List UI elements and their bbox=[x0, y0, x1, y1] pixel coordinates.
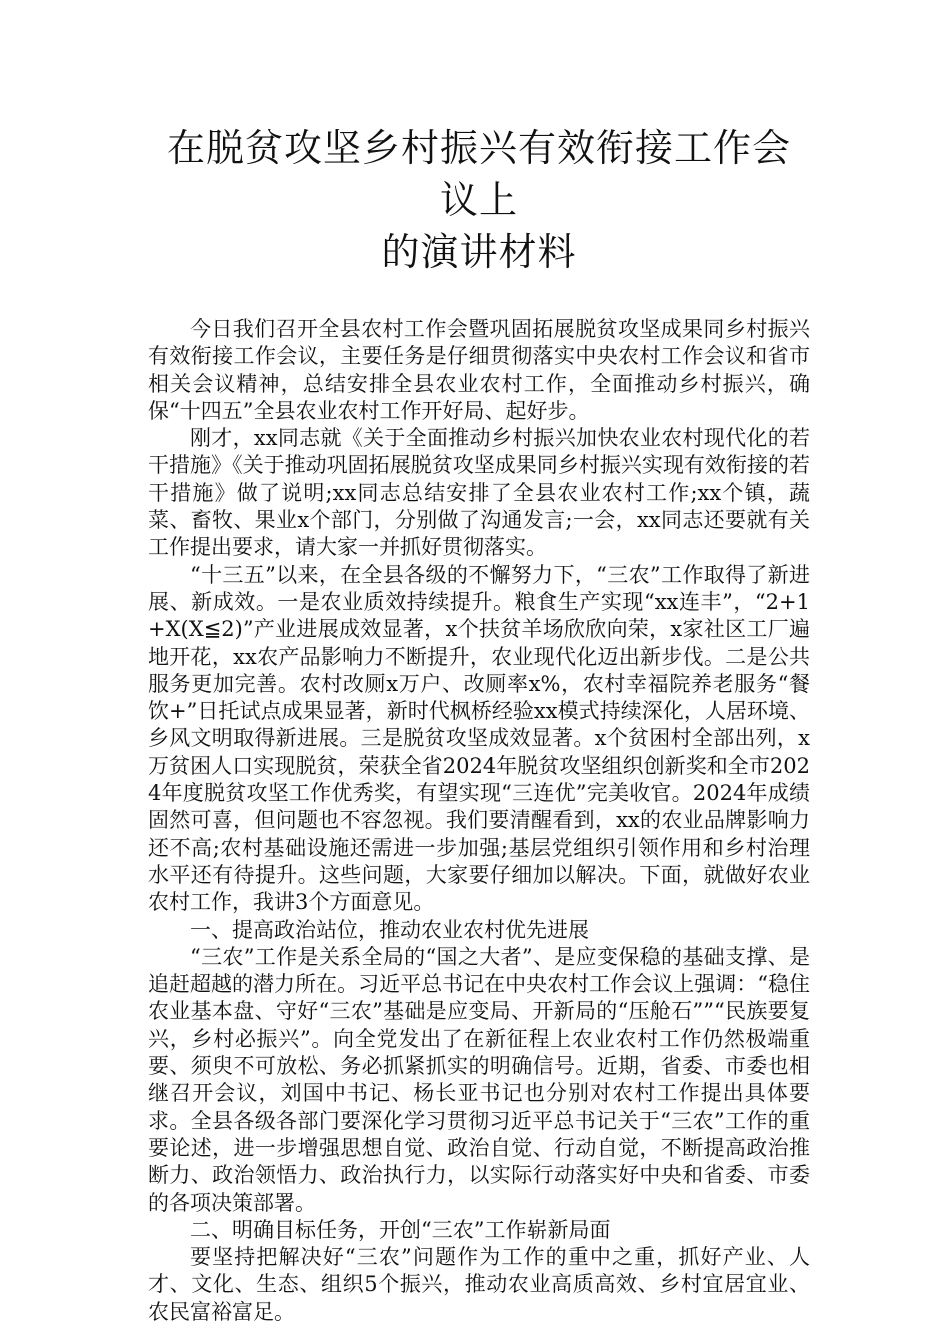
section-heading-2: 二、明确目标任务，开创“三农”工作崭新局面 bbox=[190, 1217, 611, 1242]
title-line-2: 的演讲材料 bbox=[381, 230, 577, 274]
paragraph-opening: 今日我们召开全县农村工作会暨巩固拓展脱贫攻坚成果同乡村振兴有效衔接工作会议，主要任务是仔细贯彻落实中央农村工作会议和省市相关会议精神，总结安排全县农业农村工作，全面推动乡村振兴，确保“十四五”全县农业农村工作开好局、起好步。 bbox=[148, 317, 810, 423]
paragraph-section-1: “三农”工作是关系全局的“国之大者”、是应变保稳的基础支撑、是追赶超越的潜力所在。习近平总书记在中央农村工作会议上强调：“稳住农业基本盘、守好“三农”基础是应变局、开新局的“压舱石””“民族要复兴，乡村必振兴”。向全党发出了在新征程上农业农村工作仍然极端重要、须臾不可放松、务必抓紧抓实的明确信号。近期，省委、市委也相继召开会议，刘国中书记、杨长亚书记也分别对农村工作提出具体要求。全县各级各部门要深化学习贯彻习近平总书记关于“三农”工作的重要论述，进一步增强思想自觉、政治自觉、行动自觉，不断提高政治推断力、政治领悟力、政治执行力，以实际行动落实好中央和省委、市委的各项决策部署。 bbox=[148, 944, 810, 1215]
document-title bbox=[148, 122, 810, 278]
paragraph-achievements: “十三五”以来，在全县各级的不懈努力下，“三农”工作取得了新进展、新成效。一是农业质效持续提升。粮食生产实现“xx连丰”，“2+1+X(X≦2)”产业进展成效显著，x个扶贫羊场欣欣向荣，x家社区工厂遍地开花，xx农产品影响力不断提升，农业现代化迈出新步伐。二是公共服务更加完善。农村改厕x万户、改厕率x%，农村幸福院养老服务“餐饮+”日托试点成果显著，新时代枫桥经验xx模式持续深化，人居环境、乡风文明取得新进展。三是脱贫攻坚成效显著。x个贫困村全部出列，x万贫困人口实现脱贫，荣获全省2024年脱贫攻坚组织创新奖和全市2024年度脱贫攻坚工作优秀奖，有望实现“三连优”完美收官。2024年成绩固然可喜，但问题也不容忽视。我们要清醒看到，xx的农业品牌影响力还不高;农村基础设施还需进一步加强;基层党组织引领作用和乡村治理水平还有待提升。这些问题，大家要仔细加以解决。下面，就做好农业农村工作，我讲3个方面意见。 bbox=[148, 562, 810, 915]
section-heading-1: 一、提高政治站位，推动农业农村优先进展 bbox=[190, 917, 589, 942]
paragraph-section-2: 要坚持把解决好“三农”问题作为工作的重中之重，抓好产业、人才、文化、生态、组织5个振兴，推动农业高质高效、乡村宜居宜业、农民富裕富足。 bbox=[148, 1245, 810, 1324]
title-line-1: 在脱贫攻坚乡村振兴有效衔接工作会议上 bbox=[166, 126, 791, 222]
document-body bbox=[148, 316, 810, 1326]
paragraph-introductions: 刚才，xx同志就《关于全面推动乡村振兴加快农业农村现代化的若干措施》《关于推动巩固拓展脱贫攻坚成果同乡村振兴实现有效衔接的若干措施》做了说明;xx同志总结安排了全县农业农村工作;xx个镇，蔬菜、畜牧、果业x个部门，分别做了沟通发言;一会，xx同志还要就有关工作提出要求，请大家一并抓好贯彻落实。 bbox=[148, 426, 810, 560]
